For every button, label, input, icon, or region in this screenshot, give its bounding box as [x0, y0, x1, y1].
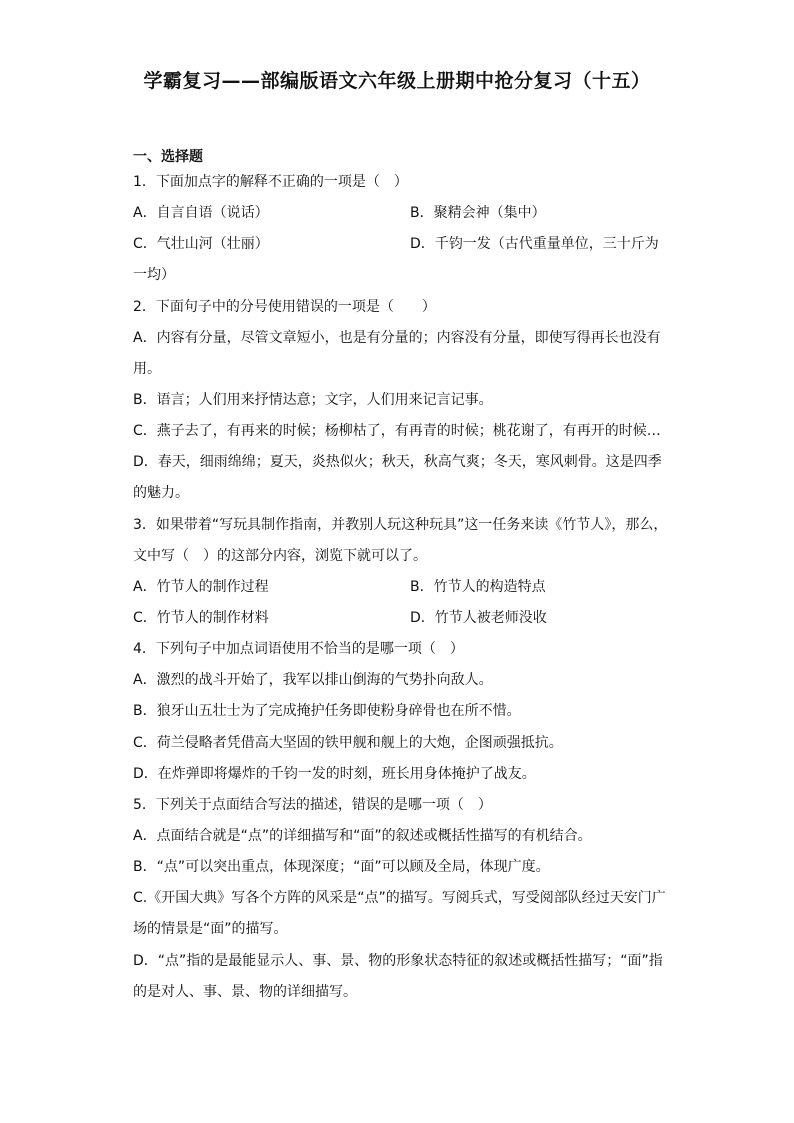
question-5-option-a: A．点面结合就是“点”的详细描写和“面”的叙述或概括性描写的有机结合。 [133, 828, 592, 844]
question-1-option-d-cont: 一均） [133, 267, 175, 283]
page-title: 学霸复习——部编版语文六年级上册期中抢分复习（十五） [143, 70, 651, 92]
question-3-stem: 3．如果带着“写玩具制作指南，并教别人玩这种玩具”这一任务来读《竹节人》，那么， [133, 517, 668, 533]
question-2-option-c: C．燕子去了，有再来的时候；杨柳枯了，有再青的时候；桃花谢了，有再开的时候… [133, 423, 661, 439]
question-4-stem: 4．下列句子中加点词语使用不恰当的是哪一项（ ） [133, 641, 464, 657]
question-5-option-c: C.《开国大典》写各个方阵的风采是“点”的描写。写阅兵式，写受阅部队经过天安门广 [133, 890, 666, 906]
question-2-option-d-cont: 的魅力。 [133, 485, 189, 501]
question-3-option-c: C．竹节人的制作材料 [133, 610, 269, 626]
question-1-option-a: A．自言自语（说话） [133, 205, 269, 221]
question-2-option-a-cont: 用。 [133, 361, 161, 377]
question-3-option-a: A．竹节人的制作过程 [133, 579, 269, 595]
question-3-option-b: B．竹节人的构造特点 [410, 579, 546, 595]
question-5-stem: 5．下列关于点面结合写法的描述，错误的是哪一项（ ） [133, 797, 492, 813]
question-1-stem: 1．下面加点字的解释不正确的一项是（ ） [133, 174, 408, 190]
question-5-option-d-cont: 的是对人、事、景、物的详细描写。 [133, 984, 357, 1000]
question-2-option-a: A．内容有分量，尽管文章短小，也是有分量的；内容没有分量，即使写得再长也没有 [133, 330, 661, 346]
question-1-option-c: C．气壮山河（壮丽） [133, 236, 269, 252]
question-1-option-d: D．千钧一发（古代重量单位，三十斤为 [410, 236, 659, 252]
question-2-option-b: B．语言；人们用来抒情达意；文字，人们用来记言记事。 [133, 392, 493, 408]
question-2-option-d: D．春天，细雨绵绵；夏天，炎热似火；秋天，秋高气爽；冬天，寒风刺骨。这是四季 [133, 454, 662, 470]
question-3-option-d: D．竹节人被老师没收 [410, 610, 547, 626]
question-4-option-a: A．激烈的战斗开始了，我军以排山倒海的气势扑向敌人。 [133, 672, 493, 688]
question-4-option-c: C．荷兰侵略者凭借高大坚固的铁甲舰和舰上的大炮，企图顽强抵抗。 [133, 735, 563, 751]
question-5-option-b: B．“点”可以突出重点，体现深度；“面”可以顾及全局，体现广度。 [133, 859, 550, 875]
section-heading: 一、选择题 [133, 149, 203, 165]
question-2-stem: 2．下面句子中的分号使用错误的一项是（ ） [133, 299, 436, 315]
question-5-option-c-cont: 场的情景是“面”的描写。 [133, 921, 288, 937]
question-4-option-b: B．狼牙山五壮士为了完成掩护任务即使粉身碎骨也在所不惜。 [133, 703, 521, 719]
question-3-stem-cont: 文中写（ ）的这部分内容，浏览下就可以了。 [133, 548, 427, 564]
question-5-option-d: D．“点”指的是最能显示人、事、景、物的形象状态特征的叙述或概括性描写；“面”指 [133, 953, 663, 969]
question-4-option-d: D．在炸弹即将爆炸的千钧一发的时刻，班长用身体掩护了战友。 [133, 766, 536, 782]
question-1-option-b: B．聚精会神（集中） [410, 205, 546, 221]
